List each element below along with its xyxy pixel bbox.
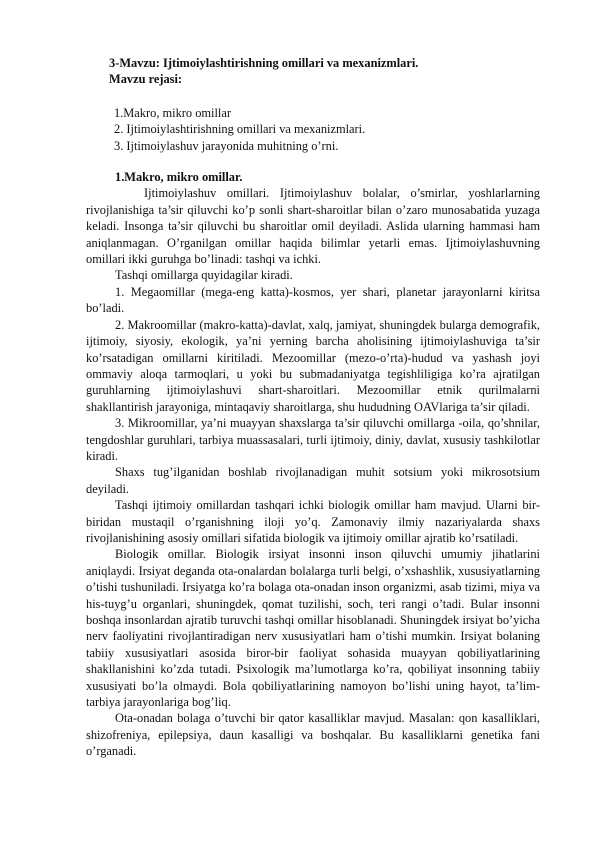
- paragraph: Tashqi omillarga quyidagilar kiradi.: [115, 268, 293, 283]
- paragraph: Tashqi ijtimoiy omillardan tashqari ichki biologik omillar ham mavjud. Ularni bir-biridan mustaqil o’rganishning iloji yo’q. Zamonaviy ilmiy nazariyalarda shaxs rivojlanishining asosiy omillari sifatida biologik va ijtimoiy omillar ajratib ko’rsatiladi.: [86, 498, 540, 545]
- paragraph: 1. Megaomillar (mega-eng katta)-kosmos, yer shari, planetar jarayonlarni kiritsa bo’ladi.: [86, 284, 540, 316]
- paragraph: Shaxs tug’ilganidan boshlab rivojlanadigan muhit sotsium yoki mikrosotsium deyiladi.: [86, 465, 540, 496]
- document-page: [86, 55, 540, 760]
- paragraph: Biologik omillar. Biologik irsiyat insonni inson qiluvchi umumiy jihatlarini aniqlaydi. Irsiyat deganda ota-onalardan bolalarga turli belgi, o’xshashlik, xususiyatlarning o’tishi tushuniladi. Irsiyatga ko’ra bolaga ota-onadan inson organizmi, asab tizimi, miya va his-tuyg’u organlari, shuningdek, qomat tuzilishi, soch, teri rangi o’tadi. Bular insonni boshqa insonlardan ajratib turuvchi tashqi omillar hisoblanadi. Shuningdek irsiyat bo’yicha nerv faoliyatini rivojlantiradigan nerv xususiyatlari ham o’tishi mumkin. Irsiyat bolaning tabiiy xususiyatlari asosida biror-bir faoliyat sohasida muayyan qobiliyatlarining shakllanishini ko’zda tutadi. Psixologik ma’lumotlarga ko’ra, qobiliyat insonning tabiiy xususiyati bo’la olmaydi. Bola qobiliyatlarining namoyon bo’lishi uning hayot, ta’lim-tarbiya jarayonlariga bog’liq.: [86, 547, 540, 710]
- plan-item: 1.Makro, mikro omillar: [114, 105, 232, 120]
- paragraph: Ijtimoiylashuv omillari. Ijtimoiylashuv bolalar, o’smirlar, yoshlarlarning rivojlanishiga ta’sir qiluvchi ko’p sonli shart-sharoitlar bilan o’zaro munosabatida yuzaga keladi. Insonga ta’sir qiluvchi bu sharoitlar omil deyiladi. Aslida ularning hammasi ham aniqlanmagan. O’rganilgan omillar haqida bilimlar yetarli emas. Ijtimoiylashuvning omillari ikki guruhga bo’linadi: tashqi va ichki.: [86, 186, 540, 267]
- lesson-title: 3-Mavzu: Ijtimoiylashtirishning omillari va mexanizmlari.: [109, 56, 419, 70]
- paragraph: 3. Mikroomillar, ya’ni muayyan shaxslarga ta’sir qiluvchi omillarga -oila, qo’shnilar, tengdoshlar guruhlari, tarbiya muassasalari, turli ijtimoiy, diniy, davlat, xususiy tashkilotlar kiradi.: [86, 416, 540, 463]
- paragraph: Ota-onadan bolaga o’tuvchi bir qator kasalliklar mavjud. Masalan: qon kasalliklari, shizofreniya, epilepsiya, daun kasalligi va boshqalar. Bu kasalliklarni genetika fani o’rganadi.: [86, 711, 540, 759]
- section-heading: 1.Makro, mikro omillar.: [115, 170, 243, 185]
- plan-item: 3. Ijtimoiylashuv jarayonida muhitning o’rni.: [114, 138, 339, 153]
- paragraph: 2. Makroomillar (makro-katta)-davlat, xalq, jamiyat, shuningdek bularga demografik, ijtimoiy, siyosiy, ekologik, ya’ni yerning barcha aholisining ijtimoiylashuviga ta’sir ko’rsatadigan omillarni kiritiladi. Mezoomillar (mezo-o’rta)-hudud va yashash joyi ommaviy aloqa tarmoqlari, u yoki bu submadaniyatga tegishliligiga ko’ra ajratilgan guruhlarning ijtimoiylashuvi shart-sharoitlari. Mezoomillar etnik qurilmalarni shakllantirish jarayoniga, mintaqaviy sharoitlarga, shu hududning OAVlariga ta’sir qiladi.: [86, 317, 540, 414]
- plan-label: Mavzu rejasi:: [109, 72, 183, 87]
- plan-item: 2. Ijtimoiylashtirishning omillari va mexanizmlari.: [114, 122, 366, 137]
- plan-list: [114, 105, 540, 154]
